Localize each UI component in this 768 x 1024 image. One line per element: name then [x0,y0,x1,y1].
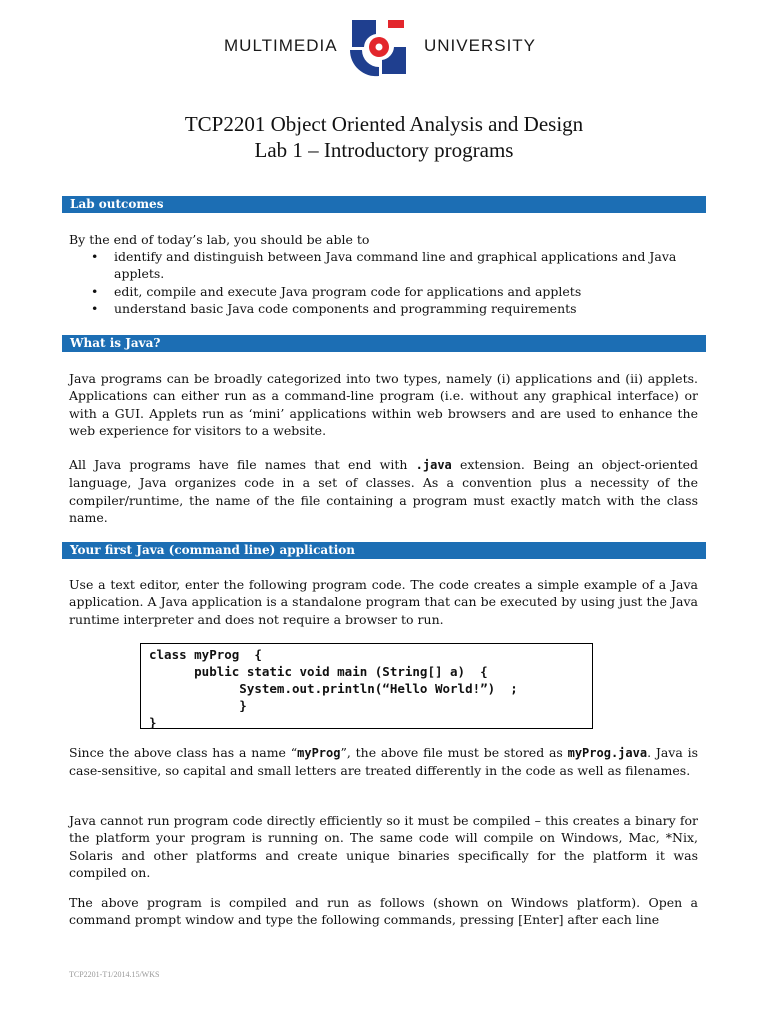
code-sample-box: class myProg { public static void main (String[] a) { System.out.println(“Hello World!”) ; } } [140,643,593,729]
compile-paragraph: Java cannot run program code directly efficiently so it must be compiled – this creates a binary for the platform your program is running on. The same code will compile on Windows, Mac, *Nix, Solaris and other platforms and create unique binaries specifically for the platform it was compiled on. [69,813,698,880]
logo-left-text: MULTIMEDIA [224,36,338,55]
list-item: • edit, compile and execute Java program code for applications and applets [91,283,582,299]
page-footer: TCP2201-T1/2014.15/WKS [69,970,160,979]
document-title: TCP2201 Object Oriented Analysis and Design [184,112,584,136]
section-header-lab-outcomes: Lab outcomes [62,196,706,213]
java-extension-code: .java [415,458,452,472]
class-name-paragraph: Since the above class has a name “myProg”, the above file must be stored as myProg.java. Java is case-sensitive, so capital and small letters are treated differently in the code as well as filenames. [69,745,698,779]
java-types-paragraph: Java programs can be broadly categorized into two types, namely (i) applications and (ii) applets. Applications can either run as a command-line program (i.e. without any graphical interface) or with a GUI. Applets run as ‘mini’ applications within web browsers and are used to enhance the web experience for visitors to a website. [69,371,698,438]
university-logo [206,14,566,80]
outcomes-list [69,248,698,317]
section-header-what-is-java: What is Java? [62,335,706,352]
list-item: • understand basic Java code components and programming requirements [91,300,577,316]
file-name-code: myProg.java [567,746,648,760]
university-emblem-icon [346,14,412,80]
list-item: • identify and distinguish between Java command line and graphical applications and Java applets. [91,249,677,282]
section-header-first-app: Your first Java (command line) application [62,542,706,559]
run-instructions-paragraph: The above program is compiled and run as follows (shown on Windows platform). Open a command prompt window and type the following commands, pressing [Enter] after each line [69,895,698,928]
class-name-code: myProg [297,746,341,760]
first-app-intro: Use a text editor, enter the following program code. The code creates a simple example of a Java application. A Java application is a standalone program that can be executed by using just the Java runtime interpreter and does not require a browser to run. [69,577,698,627]
document-subtitle: Lab 1 – Introductory programs [254,138,514,162]
java-filenames-paragraph: All Java programs have file names that end with .java extension. Being an object-oriented language, Java organizes code in a set of classes. As a convention plus a necessity of the compiler/runtime, the name of the file containing a program must exactly match with the class name. [69,457,699,525]
logo-right-text: UNIVERSITY [424,36,537,55]
outcomes-intro: By the end of today’s lab, you should be able to [69,232,370,247]
